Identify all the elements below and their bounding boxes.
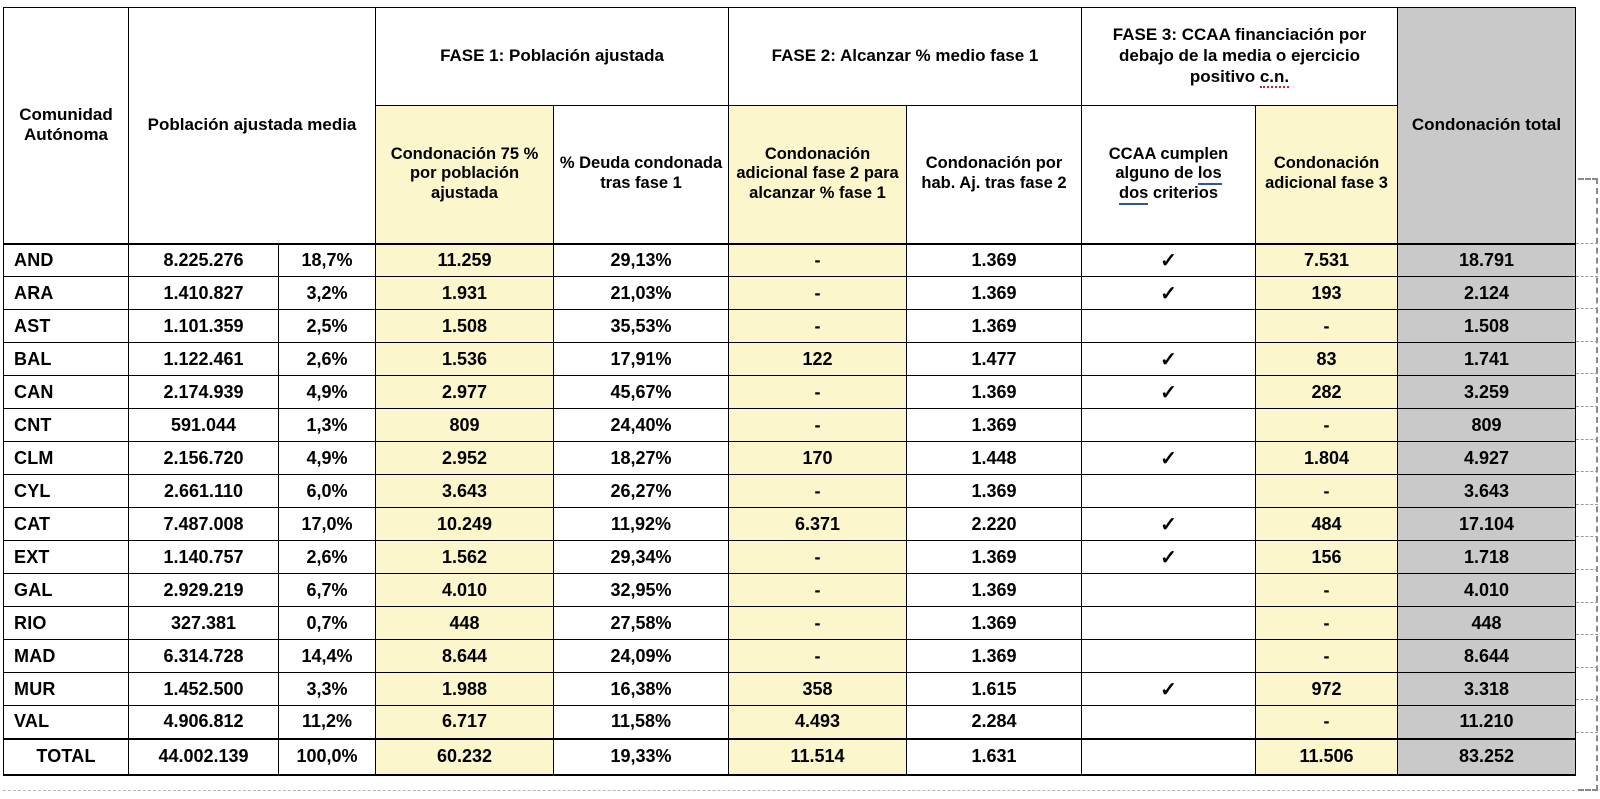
cell-condonacion-adicional-fase-2[interactable]: - (729, 607, 907, 640)
selection-row-tick (1576, 439, 1598, 440)
cell-pct-deuda-condonada[interactable]: 17,91% (554, 343, 729, 376)
table-row (4, 442, 1576, 475)
cell-condonacion-por-habitante[interactable]: 1.615 (907, 673, 1082, 706)
cell-pct-poblacion[interactable]: 2,6% (279, 343, 376, 376)
cell-criterio-check[interactable]: ✓ (1082, 244, 1256, 277)
cell-poblacion-ajustada-media[interactable]: 6.314.728 (129, 640, 279, 673)
th-group-fase-1: FASE 1: Población ajustada (376, 8, 729, 106)
cell-criterio-check[interactable] (1082, 310, 1256, 343)
cell-condonacion-adicional-fase-3[interactable]: 83 (1256, 343, 1398, 376)
cell-condonacion-adicional-fase-2[interactable]: 6.371 (729, 508, 907, 541)
cell-condonacion-por-habitante[interactable]: 1.369 (907, 409, 1082, 442)
cell-pct-poblacion[interactable]: 11,2% (279, 706, 376, 739)
cell-condonacion-adicional-fase-2[interactable]: - (729, 541, 907, 574)
cell-comunidad[interactable]: MUR (4, 673, 129, 706)
cell-pct-deuda-condonada[interactable]: 35,53% (554, 310, 729, 343)
table-total-row (4, 739, 1576, 775)
fase3-line-2: debajo de la media o ejercicio (1119, 46, 1360, 66)
cell-condonacion-adicional-fase-2[interactable]: 358 (729, 673, 907, 706)
cell-pct-poblacion[interactable]: 3,3% (279, 673, 376, 706)
cell-condonacion-por-habitante[interactable]: 1.369 (907, 310, 1082, 343)
table-row (4, 508, 1576, 541)
cell-poblacion-ajustada-media[interactable]: 2.929.219 (129, 574, 279, 607)
cell-condonacion-total[interactable]: 18.791 (1398, 244, 1576, 277)
cell-condonacion-adicional-fase-3[interactable]: - (1256, 409, 1398, 442)
cell-condonacion-adicional-fase-3[interactable]: - (1256, 607, 1398, 640)
cell-criterio-check[interactable]: ✓ (1082, 541, 1256, 574)
cell-pct-deuda-condonada[interactable]: 18,27% (554, 442, 729, 475)
cell-condonacion-75[interactable]: 2.977 (376, 376, 554, 409)
th-condonacion-por-hab-aj-tras-fase-2: Condonación por hab. Aj. tras fase 2 (907, 106, 1082, 244)
cell-condonacion-adicional-fase-2[interactable]: 170 (729, 442, 907, 475)
grammar-marked-text-dos: dos (1119, 184, 1148, 205)
fase3-line-3-prefix: positivo (1189, 66, 1260, 86)
selection-row-tick (1576, 536, 1598, 537)
cell-condonacion-total[interactable]: 448 (1398, 607, 1576, 640)
selection-row-tick (1576, 471, 1598, 472)
cell-condonacion-75[interactable]: 60.232 (376, 739, 554, 775)
cell-condonacion-por-habitante[interactable]: 1.477 (907, 343, 1082, 376)
cell-condonacion-adicional-fase-3[interactable]: - (1256, 475, 1398, 508)
cell-comunidad[interactable]: CAN (4, 376, 129, 409)
cell-condonacion-adicional-fase-3[interactable]: 156 (1256, 541, 1398, 574)
cell-criterio-check[interactable] (1082, 574, 1256, 607)
cell-poblacion-ajustada-media[interactable]: 2.661.110 (129, 475, 279, 508)
th-poblacion-ajustada-media: Población ajustada media (129, 8, 376, 244)
cell-pct-poblacion[interactable]: 3,2% (279, 277, 376, 310)
cell-condonacion-total[interactable]: 4.927 (1398, 442, 1576, 475)
cell-condonacion-adicional-fase-3[interactable]: 1.804 (1256, 442, 1398, 475)
cell-condonacion-total[interactable]: 4.010 (1398, 574, 1576, 607)
selection-row-tick (1576, 373, 1598, 374)
cell-pct-poblacion[interactable]: 18,7% (279, 244, 376, 277)
cell-poblacion-ajustada-media[interactable]: 1.452.500 (129, 673, 279, 706)
cell-pct-deuda-condonada[interactable]: 29,13% (554, 244, 729, 277)
cell-pct-deuda-condonada[interactable]: 11,92% (554, 508, 729, 541)
cell-condonacion-adicional-fase-2[interactable]: - (729, 640, 907, 673)
table-row (4, 310, 1576, 343)
selection-row-tick (1576, 243, 1598, 244)
cell-comunidad[interactable]: BAL (4, 343, 129, 376)
cell-comunidad[interactable]: MAD (4, 640, 129, 673)
cell-condonacion-adicional-fase-3[interactable]: 193 (1256, 277, 1398, 310)
cell-pct-deuda-condonada[interactable]: 45,67% (554, 376, 729, 409)
cell-poblacion-ajustada-media[interactable]: 1.122.461 (129, 343, 279, 376)
cell-condonacion-adicional-fase-3[interactable]: - (1256, 640, 1398, 673)
cell-condonacion-75[interactable]: 3.643 (376, 475, 554, 508)
cell-condonacion-total[interactable]: 3.643 (1398, 475, 1576, 508)
cell-poblacion-ajustada-media[interactable]: 4.906.812 (129, 706, 279, 739)
cell-condonacion-por-habitante[interactable]: 2.284 (907, 706, 1082, 739)
cell-pct-deuda-condonada[interactable]: 32,95% (554, 574, 729, 607)
table-row (4, 574, 1576, 607)
cell-condonacion-75[interactable]: 1.508 (376, 310, 554, 343)
cell-condonacion-75[interactable]: 4.010 (376, 574, 554, 607)
selection-row-tick (1576, 699, 1598, 700)
cell-poblacion-ajustada-media[interactable]: 1.140.757 (129, 541, 279, 574)
criterios-prefix: CCAA cumplen alguno de (1108, 144, 1229, 183)
cell-condonacion-adicional-fase-3[interactable]: - (1256, 310, 1398, 343)
cell-criterio-check[interactable] (1082, 475, 1256, 508)
cell-criterio-check[interactable]: ✓ (1082, 673, 1256, 706)
cell-pct-deuda-condonada[interactable]: 27,58% (554, 607, 729, 640)
cell-pct-poblacion[interactable]: 2,6% (279, 541, 376, 574)
selection-row-tick (1576, 406, 1598, 407)
selection-row-tick (1576, 667, 1598, 668)
cell-pct-poblacion[interactable]: 0,7% (279, 607, 376, 640)
table-row (4, 640, 1576, 673)
cell-poblacion-ajustada-media[interactable]: 2.174.939 (129, 376, 279, 409)
cell-condonacion-por-habitante[interactable]: 1.369 (907, 541, 1082, 574)
table-row (4, 475, 1576, 508)
cell-condonacion-75[interactable]: 448 (376, 607, 554, 640)
cell-condonacion-adicional-fase-2[interactable]: - (729, 409, 907, 442)
cell-criterio-check[interactable] (1082, 706, 1256, 739)
cell-criterio-check[interactable]: ✓ (1082, 508, 1256, 541)
cell-pct-poblacion[interactable]: 4,9% (279, 376, 376, 409)
cell-condonacion-total[interactable]: 809 (1398, 409, 1576, 442)
selection-row-tick (1576, 602, 1598, 603)
cell-condonacion-adicional-fase-2[interactable]: - (729, 376, 907, 409)
cell-comunidad[interactable]: AST (4, 310, 129, 343)
cell-condonacion-por-habitante[interactable]: 1.631 (907, 739, 1082, 775)
table-row (4, 706, 1576, 739)
table-row (4, 409, 1576, 442)
table-row (4, 607, 1576, 640)
cell-comunidad[interactable]: GAL (4, 574, 129, 607)
cell-pct-deuda-condonada[interactable]: 24,09% (554, 640, 729, 673)
cell-condonacion-adicional-fase-2[interactable]: - (729, 310, 907, 343)
cell-comunidad[interactable]: AND (4, 244, 129, 277)
cell-condonacion-adicional-fase-2[interactable]: 11.514 (729, 739, 907, 775)
cell-condonacion-total[interactable]: 1.508 (1398, 310, 1576, 343)
cell-condonacion-por-habitante[interactable]: 1.369 (907, 640, 1082, 673)
cell-condonacion-total[interactable]: 3.259 (1398, 376, 1576, 409)
cell-pct-deuda-condonada[interactable]: 16,38% (554, 673, 729, 706)
selection-row-tick (1576, 308, 1598, 309)
table-row (4, 244, 1576, 277)
grammar-marked-text-los: los (1198, 164, 1222, 185)
cell-poblacion-ajustada-media[interactable]: 8.225.276 (129, 244, 279, 277)
cell-criterio-check[interactable]: ✓ (1082, 442, 1256, 475)
cell-criterio-check[interactable] (1082, 739, 1256, 775)
cell-comunidad[interactable]: CAT (4, 508, 129, 541)
cell-comunidad[interactable]: CYL (4, 475, 129, 508)
cell-condonacion-total[interactable]: 2.124 (1398, 277, 1576, 310)
selection-row-tick (1576, 569, 1598, 570)
th-condonacion-adicional-fase-3: Condonación adicional fase 3 (1256, 106, 1398, 244)
th-comunidad-autonoma: Comunidad Autónoma (4, 8, 129, 244)
cell-condonacion-75[interactable]: 1.931 (376, 277, 554, 310)
cell-poblacion-ajustada-media[interactable]: 591.044 (129, 409, 279, 442)
cell-pct-poblacion[interactable]: 100,0% (279, 739, 376, 775)
cell-condonacion-total[interactable]: 3.318 (1398, 673, 1576, 706)
cell-condonacion-por-habitante[interactable]: 1.369 (907, 277, 1082, 310)
selection-row-tick (1576, 276, 1598, 277)
th-condonacion-adicional-fase-2: Condonación adicional fase 2 para alcanzar % fase 1 (729, 106, 907, 244)
cell-pct-poblacion[interactable]: 4,9% (279, 442, 376, 475)
table-row (4, 673, 1576, 706)
selection-row-tick (1576, 504, 1598, 505)
selection-row-tick (1576, 341, 1598, 342)
cell-condonacion-por-habitante[interactable]: 1.369 (907, 244, 1082, 277)
spellcheck-marked-text: c.n. (1259, 66, 1290, 86)
cell-condonacion-por-habitante[interactable]: 1.448 (907, 442, 1082, 475)
cell-comunidad[interactable]: TOTAL (4, 739, 129, 775)
cell-condonacion-adicional-fase-2[interactable]: - (729, 475, 907, 508)
cell-condonacion-75[interactable]: 10.249 (376, 508, 554, 541)
cell-condonacion-adicional-fase-3[interactable]: 484 (1256, 508, 1398, 541)
cell-condonacion-por-habitante[interactable]: 1.369 (907, 607, 1082, 640)
cell-condonacion-adicional-fase-3[interactable]: 282 (1256, 376, 1398, 409)
cell-criterio-check[interactable]: ✓ (1082, 343, 1256, 376)
cell-comunidad[interactable]: CLM (4, 442, 129, 475)
cell-pct-deuda-condonada[interactable]: 21,03% (554, 277, 729, 310)
table-header (4, 8, 1576, 244)
cell-criterio-check[interactable] (1082, 607, 1256, 640)
cell-poblacion-ajustada-media[interactable]: 327.381 (129, 607, 279, 640)
cell-poblacion-ajustada-media[interactable]: 7.487.008 (129, 508, 279, 541)
cell-condonacion-total[interactable]: 1.741 (1398, 343, 1576, 376)
cell-criterio-check[interactable] (1082, 640, 1256, 673)
cell-condonacion-total[interactable]: 17.104 (1398, 508, 1576, 541)
cell-condonacion-por-habitante[interactable]: 1.369 (907, 376, 1082, 409)
cell-condonacion-adicional-fase-3[interactable]: - (1256, 706, 1398, 739)
criterios-suffix: criterios (1148, 184, 1219, 203)
th-pct-deuda-condonada-tras-fase-1: % Deuda condonada tras fase 1 (554, 106, 729, 244)
cell-pct-poblacion[interactable]: 14,4% (279, 640, 376, 673)
cell-pct-deuda-condonada[interactable]: 24,40% (554, 409, 729, 442)
cell-condonacion-75[interactable]: 1.536 (376, 343, 554, 376)
cell-condonacion-total[interactable]: 8.644 (1398, 640, 1576, 673)
cell-pct-deuda-condonada[interactable]: 11,58% (554, 706, 729, 739)
cell-condonacion-por-habitante[interactable]: 1.369 (907, 475, 1082, 508)
cell-condonacion-adicional-fase-2[interactable]: 4.493 (729, 706, 907, 739)
cell-comunidad[interactable]: ARA (4, 277, 129, 310)
cell-comunidad[interactable]: CNT (4, 409, 129, 442)
fase3-line-1: FASE 3: CCAA financiación por (1112, 25, 1367, 45)
cell-condonacion-75[interactable]: 8.644 (376, 640, 554, 673)
cell-condonacion-adicional-fase-2[interactable]: - (729, 277, 907, 310)
cell-condonacion-75[interactable]: 2.952 (376, 442, 554, 475)
table-body (4, 244, 1576, 775)
cell-condonacion-adicional-fase-3[interactable]: 7.531 (1256, 244, 1398, 277)
cell-criterio-check[interactable]: ✓ (1082, 277, 1256, 310)
th-condonacion-total: Condonación total (1398, 8, 1576, 244)
cell-condonacion-adicional-fase-2[interactable]: - (729, 244, 907, 277)
th-group-fase-3 (1082, 8, 1398, 106)
cell-comunidad[interactable]: EXT (4, 541, 129, 574)
header-group-row (4, 8, 1576, 106)
selection-marquee (1578, 178, 1598, 791)
th-ccaa-cumplen-criterios (1082, 106, 1256, 244)
cell-condonacion-75[interactable]: 809 (376, 409, 554, 442)
table-row (4, 376, 1576, 409)
sheet-bottom-edge (3, 790, 1575, 791)
cell-condonacion-adicional-fase-3[interactable]: 11.506 (1256, 739, 1398, 775)
cell-pct-poblacion[interactable]: 2,5% (279, 310, 376, 343)
cell-condonacion-total[interactable]: 11.210 (1398, 706, 1576, 739)
condonacion-table (3, 7, 1576, 776)
cell-pct-poblacion[interactable]: 17,0% (279, 508, 376, 541)
cell-criterio-check[interactable] (1082, 409, 1256, 442)
cell-pct-poblacion[interactable]: 6,0% (279, 475, 376, 508)
cell-criterio-check[interactable]: ✓ (1082, 376, 1256, 409)
table-row (4, 343, 1576, 376)
cell-comunidad[interactable]: VAL (4, 706, 129, 739)
table-row (4, 277, 1576, 310)
cell-condonacion-75[interactable]: 1.988 (376, 673, 554, 706)
cell-condonacion-por-habitante[interactable]: 1.369 (907, 574, 1082, 607)
cell-comunidad[interactable]: RIO (4, 607, 129, 640)
selection-row-tick (1576, 732, 1598, 733)
selection-row-tick (1576, 634, 1598, 635)
cell-condonacion-total[interactable]: 83.252 (1398, 739, 1576, 775)
cell-condonacion-75[interactable]: 11.259 (376, 244, 554, 277)
cell-poblacion-ajustada-media[interactable]: 44.002.139 (129, 739, 279, 775)
cell-condonacion-adicional-fase-2[interactable]: - (729, 574, 907, 607)
cell-condonacion-adicional-fase-3[interactable]: - (1256, 574, 1398, 607)
cell-pct-poblacion[interactable]: 1,3% (279, 409, 376, 442)
cell-poblacion-ajustada-media[interactable]: 1.410.827 (129, 277, 279, 310)
cell-condonacion-total[interactable]: 1.718 (1398, 541, 1576, 574)
cell-poblacion-ajustada-media[interactable]: 1.101.359 (129, 310, 279, 343)
th-condonacion-75-poblacion-ajustada: Condonación 75 % por población ajustada (376, 106, 554, 244)
cell-pct-deuda-condonada[interactable]: 26,27% (554, 475, 729, 508)
table-row (4, 541, 1576, 574)
cell-condonacion-por-habitante[interactable]: 2.220 (907, 508, 1082, 541)
cell-condonacion-adicional-fase-3[interactable]: 972 (1256, 673, 1398, 706)
cell-pct-poblacion[interactable]: 6,7% (279, 574, 376, 607)
cell-pct-deuda-condonada[interactable]: 29,34% (554, 541, 729, 574)
cell-pct-deuda-condonada[interactable]: 19,33% (554, 739, 729, 775)
cell-condonacion-75[interactable]: 1.562 (376, 541, 554, 574)
cell-condonacion-75[interactable]: 6.717 (376, 706, 554, 739)
cell-condonacion-adicional-fase-2[interactable]: 122 (729, 343, 907, 376)
cell-poblacion-ajustada-media[interactable]: 2.156.720 (129, 442, 279, 475)
th-group-fase-2: FASE 2: Alcanzar % medio fase 1 (729, 8, 1082, 106)
